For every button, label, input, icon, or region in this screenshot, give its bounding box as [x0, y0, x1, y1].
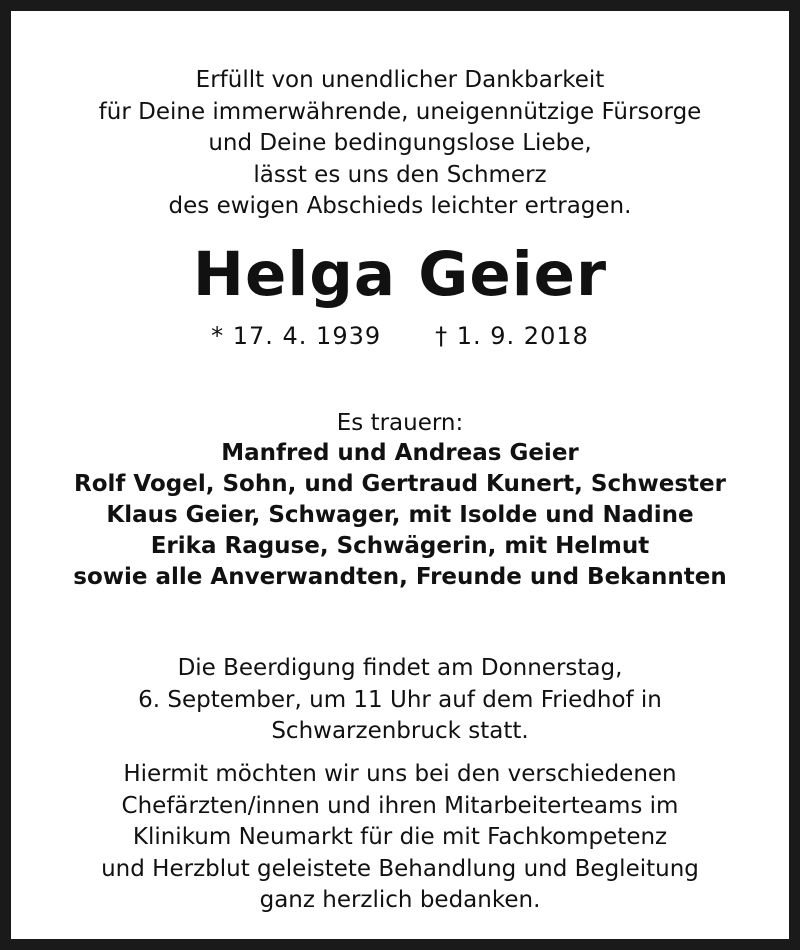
- life-dates: [22, 319, 778, 353]
- funeral-notice: [22, 653, 778, 748]
- thanks-line: Klinikum Neumarkt für die mit Fachkompetenz: [132, 824, 668, 850]
- intro-text: [22, 65, 778, 223]
- intro-line: und Deine bedingungslose Liebe,: [208, 130, 592, 156]
- funeral-line: Schwarzenbruck statt.: [271, 718, 529, 744]
- mourner-line: Klaus Geier, Schwager, mit Isolde und Nadine: [106, 502, 694, 528]
- mourner-line: Manfred und Andreas Geier: [221, 440, 579, 466]
- thanks-line: und Herzblut geleistete Behandlung und Begleitung: [101, 855, 699, 882]
- mourners-label: Es trauern:: [336, 410, 464, 436]
- deceased-name: Helga Geier: [192, 239, 608, 310]
- thanks-line: Hiermit möchten wir uns bei den verschiedenen: [123, 761, 677, 787]
- mourner-line: Rolf Vogel, Sohn, und Gertraud Kunert, Schwester: [74, 471, 726, 497]
- mourner-line: Erika Raguse, Schwägerin, mit Helmut: [150, 533, 650, 559]
- mourner-line: sowie alle Anverwandten, Freunde und Bekannten: [73, 564, 727, 590]
- birth-date: * 17. 4. 1939: [211, 322, 382, 350]
- death-date: † 1. 9. 2018: [435, 322, 589, 350]
- intro-line: lässt es uns den Schmerz: [253, 161, 547, 188]
- thanks-line: ganz herzlich bedanken.: [259, 887, 541, 913]
- funeral-line: 6. September, um 11 Uhr auf dem Friedhof in: [138, 686, 662, 713]
- intro-line: für Deine immerwährende, uneigennützige Fürsorge: [98, 98, 702, 125]
- intro-line: Erfüllt von unendlicher Dankbarkeit: [195, 67, 605, 93]
- mourners-list: [22, 438, 778, 593]
- intro-line: des ewigen Abschieds leichter ertragen.: [168, 193, 632, 219]
- thanks-notice: [22, 759, 778, 917]
- thanks-line: Chefärzten/innen und ihren Mitarbeiterteams im: [121, 792, 679, 819]
- funeral-line: Die Beerdigung findet am Donnerstag,: [177, 655, 623, 681]
